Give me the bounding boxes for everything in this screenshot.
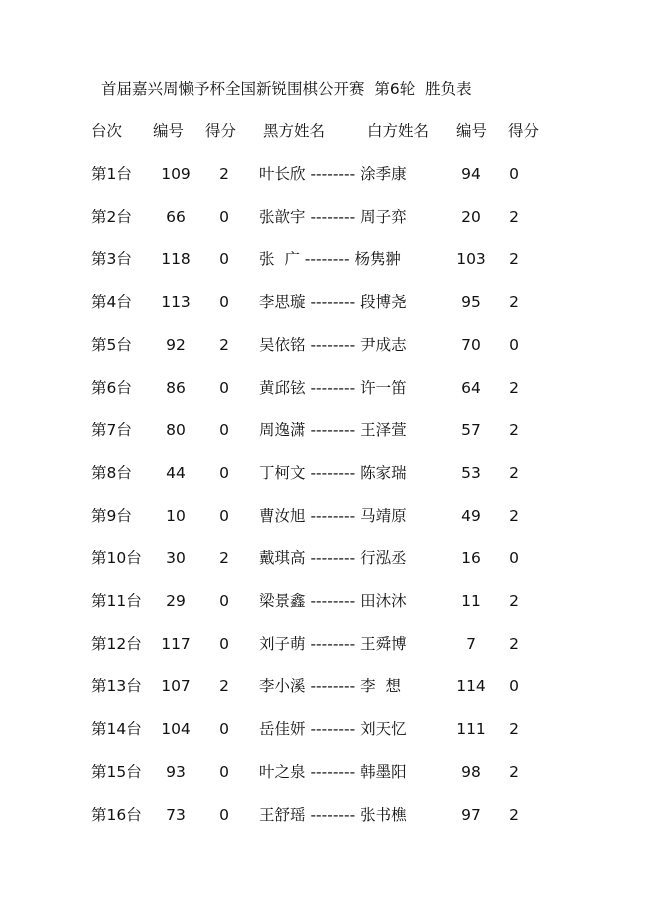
vs-separator: -------- <box>310 506 356 525</box>
page-title: 首届嘉兴周懒予杯全国新锐围棋公开赛 第6轮 胜负表 <box>101 80 472 98</box>
white-name: 尹成志 <box>360 335 407 354</box>
vs-separator: -------- <box>310 592 356 610</box>
black-name: 刘子萌 <box>259 634 306 653</box>
black-number: 107 <box>161 677 191 696</box>
black-number: 29 <box>166 592 186 610</box>
table-row <box>0 762 650 786</box>
black-number: 66 <box>166 207 186 226</box>
board-label: 第15台 <box>91 762 142 781</box>
white-name: 刘天忆 <box>360 720 407 739</box>
vs-separator: -------- <box>304 250 350 269</box>
board-label: 第14台 <box>91 720 142 739</box>
white-number: 94 <box>461 165 481 183</box>
black-name: 丁柯文 <box>259 463 306 482</box>
black-name: 周逸潇 <box>259 421 306 440</box>
black-number: 93 <box>166 762 186 781</box>
white-score: 2 <box>509 421 519 440</box>
black-score: 0 <box>219 720 229 739</box>
matchup <box>259 420 407 440</box>
white-name: 许一笛 <box>360 378 407 397</box>
vs-separator: -------- <box>310 378 356 397</box>
white-score: 0 <box>509 165 519 183</box>
table-row <box>0 805 650 829</box>
board-label: 第8台 <box>91 463 132 482</box>
white-score: 2 <box>509 293 519 312</box>
vs-separator: -------- <box>310 634 356 653</box>
white-name: 陈家瑞 <box>360 463 407 482</box>
board-label: 第10台 <box>91 549 142 568</box>
black-score: 0 <box>219 207 229 226</box>
white-name: 马靖原 <box>360 506 407 525</box>
board-label: 第6台 <box>91 378 132 397</box>
black-number: 113 <box>161 293 191 312</box>
black-score: 2 <box>219 165 229 183</box>
white-number: 57 <box>461 421 481 440</box>
black-score: 0 <box>219 250 229 269</box>
board-label: 第3台 <box>91 250 132 269</box>
matchup <box>259 805 407 825</box>
black-number: 80 <box>166 421 186 440</box>
header-black-number: 编号 <box>153 122 185 140</box>
black-number: 104 <box>161 720 191 739</box>
board-label: 第2台 <box>91 207 132 226</box>
table-row <box>0 676 650 700</box>
white-number: 95 <box>461 293 481 312</box>
white-score: 0 <box>509 677 519 696</box>
white-number: 64 <box>461 378 481 397</box>
white-number: 16 <box>461 549 481 568</box>
black-name: 黄邱铉 <box>259 378 306 397</box>
table-row <box>0 420 650 444</box>
white-name: 王泽萱 <box>360 421 407 440</box>
white-score: 2 <box>509 762 519 781</box>
black-name: 叶之泉 <box>259 762 306 781</box>
white-number: 7 <box>466 634 476 653</box>
white-score: 2 <box>509 592 519 610</box>
white-score: 2 <box>509 378 519 397</box>
black-name: 张 广 <box>259 250 300 269</box>
matchup <box>259 762 407 782</box>
black-number: 10 <box>166 506 186 525</box>
board-label: 第16台 <box>91 805 142 824</box>
vs-separator: -------- <box>310 207 356 226</box>
vs-separator: -------- <box>310 549 356 568</box>
white-score: 2 <box>509 805 519 824</box>
black-number: 92 <box>166 335 186 354</box>
black-score: 2 <box>219 549 229 568</box>
white-name: 王舜博 <box>360 634 407 653</box>
matchup <box>259 719 407 739</box>
white-score: 0 <box>509 335 519 354</box>
matchup <box>259 378 407 398</box>
matchup <box>259 249 401 269</box>
white-score: 2 <box>509 250 519 269</box>
vs-separator: -------- <box>310 720 356 739</box>
table-row <box>0 207 650 231</box>
white-number: 97 <box>461 805 481 824</box>
black-score: 0 <box>219 378 229 397</box>
white-score: 2 <box>509 207 519 226</box>
black-number: 73 <box>166 805 186 824</box>
white-name: 韩墨阳 <box>360 762 407 781</box>
table-row <box>0 164 650 188</box>
matchup <box>259 335 407 355</box>
table-row <box>0 719 650 743</box>
white-number: 49 <box>461 506 481 525</box>
header-board: 台次 <box>91 122 123 140</box>
white-name: 田沐沐 <box>360 592 407 610</box>
white-number: 11 <box>461 592 481 610</box>
black-name: 吴依铭 <box>259 335 306 354</box>
black-number: 30 <box>166 549 186 568</box>
black-name: 李小溪 <box>259 677 306 696</box>
black-score: 0 <box>219 805 229 824</box>
white-name: 段博尧 <box>360 293 407 312</box>
table-row <box>0 506 650 530</box>
black-score: 0 <box>219 762 229 781</box>
black-name: 曹汝旭 <box>259 506 306 525</box>
white-score: 2 <box>509 720 519 739</box>
black-name: 梁景鑫 <box>259 592 306 610</box>
header-white-score: 得分 <box>508 122 540 140</box>
black-number: 117 <box>161 634 191 653</box>
board-label: 第7台 <box>91 421 132 440</box>
matchup <box>259 676 401 696</box>
white-name: 行泓丞 <box>360 549 407 568</box>
black-score: 0 <box>219 634 229 653</box>
header-white-number: 编号 <box>456 122 488 140</box>
table-row <box>0 292 650 316</box>
board-label: 第1台 <box>91 165 132 183</box>
table-row <box>0 548 650 572</box>
white-name: 涂季康 <box>360 165 407 183</box>
black-score: 2 <box>219 677 229 696</box>
table-row <box>0 591 650 615</box>
white-name: 杨隽翀 <box>354 250 401 269</box>
board-label: 第9台 <box>91 506 132 525</box>
table-row <box>0 634 650 658</box>
white-score: 2 <box>509 634 519 653</box>
black-name: 岳佳妍 <box>259 720 306 739</box>
white-number: 111 <box>456 720 486 739</box>
black-number: 86 <box>166 378 186 397</box>
matchup <box>259 634 407 654</box>
black-score: 0 <box>219 421 229 440</box>
white-score: 0 <box>509 549 519 568</box>
vs-separator: -------- <box>310 677 356 696</box>
table-row <box>0 463 650 487</box>
board-label: 第11台 <box>91 592 142 610</box>
white-number: 53 <box>461 463 481 482</box>
matchup <box>259 292 407 312</box>
black-score: 2 <box>219 335 229 354</box>
white-number: 114 <box>456 677 486 696</box>
white-number: 98 <box>461 762 481 781</box>
vs-separator: -------- <box>310 335 356 354</box>
black-score: 0 <box>219 293 229 312</box>
vs-separator: -------- <box>310 421 356 440</box>
white-name: 周子弈 <box>360 207 407 226</box>
black-score: 0 <box>219 463 229 482</box>
vs-separator: -------- <box>310 463 356 482</box>
matchup <box>259 506 407 526</box>
black-name: 戴琪高 <box>259 549 306 568</box>
vs-separator: -------- <box>310 165 356 183</box>
white-score: 2 <box>509 506 519 525</box>
white-name: 张书樵 <box>360 805 407 824</box>
black-name: 王舒瑶 <box>259 805 306 824</box>
header-white-name: 白方姓名 <box>367 122 430 140</box>
header-black-score: 得分 <box>205 122 237 140</box>
matchup <box>259 591 407 611</box>
black-name: 张歆宇 <box>259 207 306 226</box>
vs-separator: -------- <box>310 293 356 312</box>
matchup <box>259 463 407 483</box>
black-number: 118 <box>161 250 191 269</box>
white-number: 20 <box>461 207 481 226</box>
black-number: 44 <box>166 463 186 482</box>
table-row <box>0 378 650 402</box>
board-label: 第4台 <box>91 293 132 312</box>
black-name: 叶长欣 <box>259 165 306 183</box>
white-score: 2 <box>509 463 519 482</box>
matchup <box>259 548 407 568</box>
vs-separator: -------- <box>310 762 356 781</box>
white-number: 103 <box>456 250 486 269</box>
table-row <box>0 249 650 273</box>
board-label: 第12台 <box>91 634 142 653</box>
table-row <box>0 335 650 359</box>
matchup <box>259 164 407 184</box>
black-score: 0 <box>219 506 229 525</box>
header-black-name: 黑方姓名 <box>263 122 326 140</box>
black-name: 李思璇 <box>259 293 306 312</box>
black-number: 109 <box>161 165 191 183</box>
white-number: 70 <box>461 335 481 354</box>
white-name: 李 想 <box>360 677 401 696</box>
vs-separator: -------- <box>310 805 356 824</box>
black-score: 0 <box>219 592 229 610</box>
board-label: 第13台 <box>91 677 142 696</box>
board-label: 第5台 <box>91 335 132 354</box>
matchup <box>259 207 407 227</box>
